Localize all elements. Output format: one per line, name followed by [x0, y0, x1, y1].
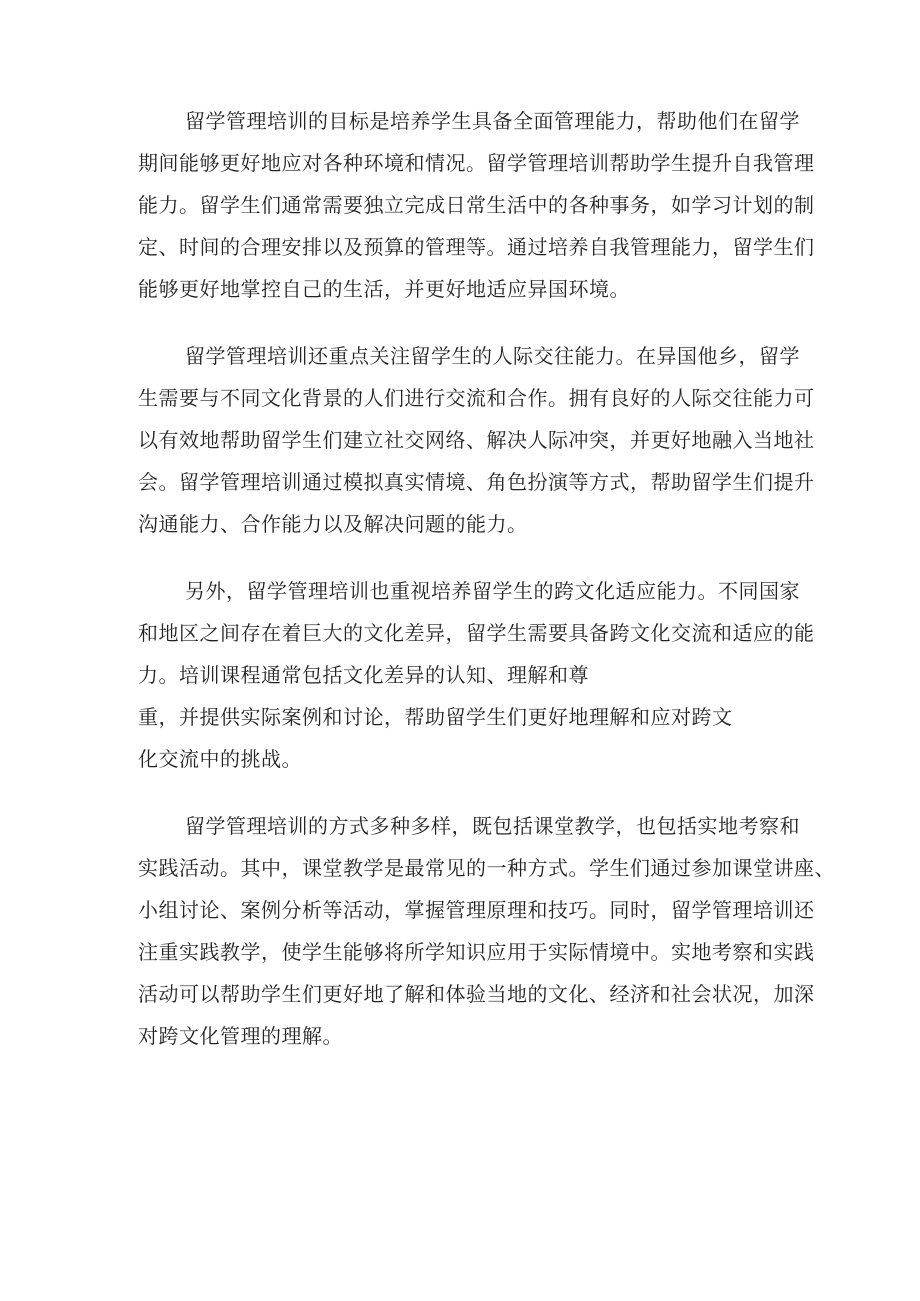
- paragraph-line: 能力。留学生们通常需要独立完成日常生活中的各种事务，如学习计划的制: [138, 193, 815, 217]
- paragraph-line: 实践活动。其中，课堂教学是最常见的一种方式。学生们通过参加课堂讲座、: [138, 856, 835, 880]
- paragraph-line: 小组讨论、案例分析等活动，掌握管理原理和技巧。同时，留学管理培训还: [138, 898, 815, 922]
- paragraph-line: 留学管理培训的方式多种多样，既包括课堂教学，也包括实地考察和: [185, 814, 800, 838]
- paragraph-line: 活动可以帮助学生们更好地了解和体验当地的文化、经济和社会状况，加深: [138, 982, 815, 1006]
- paragraph-line: 对跨文化管理的理解。: [138, 1024, 343, 1048]
- paragraph-line: 和地区之间存在着巨大的文化差异，留学生需要具备跨文化交流和适应的能: [138, 621, 815, 645]
- paragraph-line: 能够更好地掌控自己的生活，并更好地适应异国环境。: [138, 277, 630, 301]
- paragraph-line: 以有效地帮助留学生们建立社交网络、解决人际冲突，并更好地融入当地社: [138, 428, 815, 452]
- paragraph-line: 定、时间的合理安排以及预算的管理等。通过培养自我管理能力，留学生们: [138, 235, 815, 259]
- paragraph-line: 期间能够更好地应对各种环境和情况。留学管理培训帮助学生提升自我管理: [138, 151, 815, 175]
- paragraph-2: [138, 335, 815, 545]
- paragraph-line: 化交流中的挑战。: [138, 747, 302, 771]
- paragraph-line: 会。留学管理培训通过模拟真实情境、角色扮演等方式，帮助留学生们提升: [138, 470, 815, 494]
- paragraph-line: 注重实践教学，使学生能够将所学知识应用于实际情境中。实地考察和实践: [138, 940, 815, 964]
- paragraph-4: [138, 805, 835, 1057]
- paragraph-line: 生需要与不同文化背景的人们进行交流和合作。拥有良好的人际交往能力可: [138, 386, 815, 410]
- paragraph-line: 沟通能力、合作能力以及解决问题的能力。: [138, 512, 528, 536]
- paragraph-3: [138, 570, 815, 780]
- paragraph-line: 重，并提供实际案例和讨论，帮助留学生们更好地理解和应对跨文: [138, 705, 733, 729]
- paragraph-line: 力。培训课程通常包括文化差异的认知、理解和尊: [138, 663, 589, 687]
- paragraph-line: 留学管理培训的目标是培养学生具备全面管理能力，帮助他们在留学: [185, 109, 800, 133]
- paragraph-line: 留学管理培训还重点关注留学生的人际交往能力。在异国他乡，留学: [185, 344, 800, 368]
- paragraph-1: [138, 100, 815, 310]
- paragraph-line: 另外，留学管理培训也重视培养留学生的跨文化适应能力。不同国家: [185, 579, 800, 603]
- document-body: [138, 100, 835, 1082]
